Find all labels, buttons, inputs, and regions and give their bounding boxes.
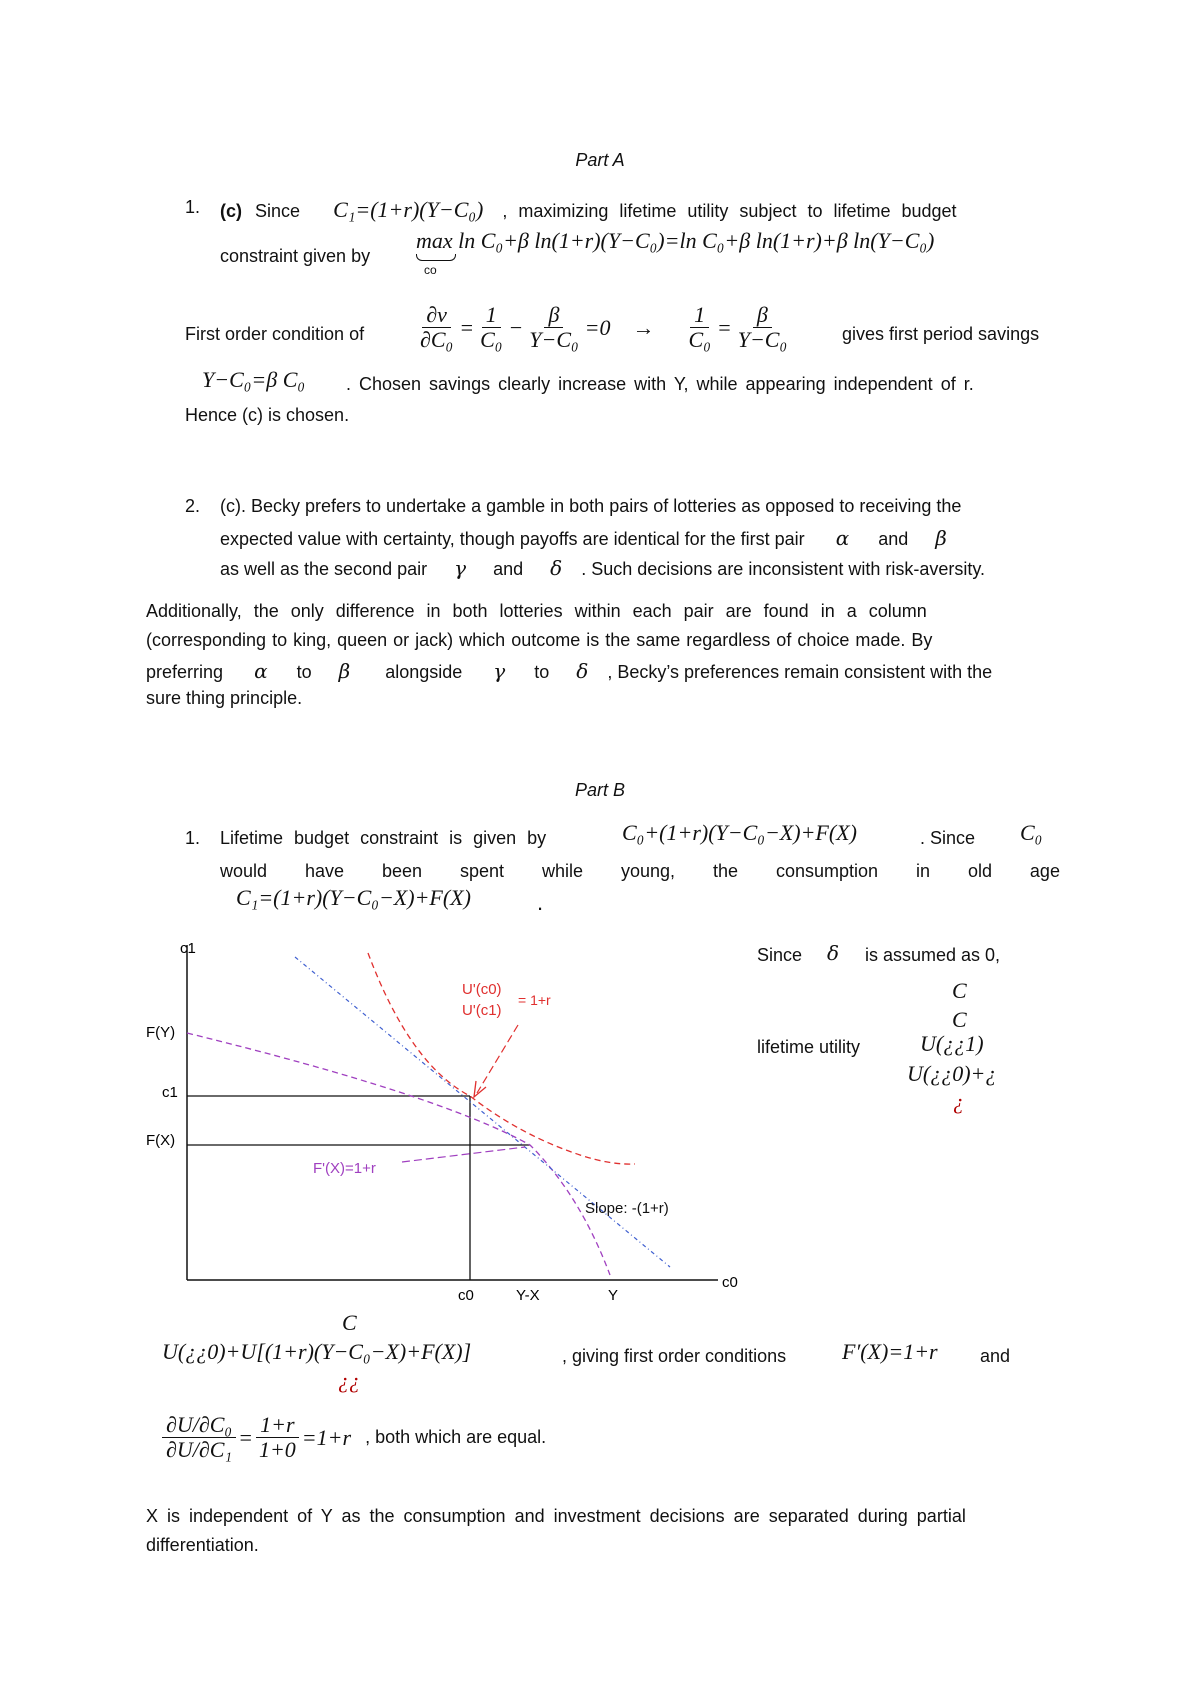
res-f1-num: 1 (690, 303, 709, 328)
res-f2-den: Y−C₀ (737, 327, 788, 352)
side-c-top1: C (952, 978, 967, 1003)
fprime-arrow-line (402, 1147, 525, 1162)
q1-savings-text: . Chosen savings clearly increase with Y, while appearing independent of r. (346, 374, 974, 394)
x-tick-c0: c0 (458, 1287, 474, 1304)
conclusion-line2: differentiation. (146, 1535, 259, 1555)
mrs-numerator: U'(c0) (462, 981, 502, 998)
b-line2-word: have (304, 861, 345, 881)
side-u-line3: ¿ (953, 1089, 964, 1114)
q1-gives-text: gives first period savings (842, 324, 1040, 344)
b-line2 (220, 861, 1060, 882)
q1-line1 (220, 197, 957, 223)
q1-max-equation: max ln C₀+β ln(1+r)(Y−C₀)=ln C₀+β ln(1+r)+β ln(Y−C₀) (416, 228, 935, 253)
q1-foc-equation: $\frac{\partial v}{\text{∂C₀}}$ = $\frac{1}{\text{C₀}}$ − $\frac{\beta}{\text{Y−C₀}}$ =0 → $\frac{1}{\text{C₀}}$ = $\frac{\beta}{\text{Y−C₀}}$ (414, 303, 793, 352)
foc-eq0: =0 (584, 314, 611, 340)
slope-label: Slope: -(1+r) (585, 1200, 669, 1217)
q1-c1-equation: C₁=(1+r)(Y−C₀) (333, 197, 484, 222)
foc-f2-fraction (525, 303, 582, 352)
x-tick-y-minus-x: Y-X (516, 1287, 540, 1304)
b-line2-word: consumption (775, 861, 879, 881)
side-c-top2: C (952, 1007, 967, 1032)
q2-and: and (878, 529, 909, 549)
q2-and-2: and (493, 559, 524, 579)
b-budget-equation: C₀+(1+r)(Y−C₀−X)+F(X) (622, 820, 857, 845)
alpha-symbol: α (835, 526, 850, 550)
util-foc-text: , giving first order conditions (562, 1346, 787, 1366)
b-since: . Since (920, 828, 976, 848)
side-delta: δ (827, 941, 840, 965)
q2-line2 (220, 526, 947, 550)
q2-alongside: alongside (385, 662, 463, 682)
b-line2-word: would (220, 861, 268, 881)
ratio-rden: 1+0 (258, 1437, 296, 1462)
production-frontier-curve (187, 1033, 610, 1275)
ratio-rhs-fraction (255, 1413, 300, 1462)
x-tick-y: Y (608, 1287, 619, 1304)
q2-para2-line3-end: , Becky’s preferences remain consistent with the (607, 662, 993, 682)
q1-max-under: co (424, 263, 437, 277)
part-b-title: Part B (574, 780, 626, 800)
foc-f1-num: 1 (482, 303, 501, 328)
y-tick-fx: F(X) (146, 1132, 176, 1149)
res-f2-num: β (753, 303, 772, 328)
side-u-line1: U(¿¿1) (920, 1031, 984, 1056)
b-line2-word: while (541, 861, 584, 881)
mrs-equals: = 1+r (518, 992, 551, 1008)
b-line2-word: in (915, 861, 930, 881)
q2-para2-line3 (146, 659, 992, 683)
b-q1-line1: Lifetime budget constraint is given by (220, 828, 547, 848)
ratio-rnum: 1+r (256, 1413, 298, 1438)
side-lifetime: lifetime utility (757, 1037, 861, 1057)
ratio-result: =1+r (301, 1424, 352, 1450)
side-u-line2: U(¿¿0)+¿ (907, 1061, 997, 1086)
res-f2-fraction (734, 303, 791, 352)
conclusion-line1: X is independent of Y as the consumption and investment decisions are separated during partial (146, 1506, 966, 1526)
foc-lhs-num: ∂v (422, 303, 451, 328)
q1-after-eq: , maximizing lifetime utility subject to lifetime budget (502, 201, 957, 221)
gamma-symbol: γ (454, 556, 467, 580)
util-under: ¿¿ (338, 1368, 360, 1393)
q2-preferring: preferring (146, 662, 224, 682)
ratio-text: , both which are equal. (365, 1427, 547, 1447)
part-a-title: Part A (575, 150, 625, 170)
util-equation: U(¿¿0)+U[(1+r)(Y−C₀−X)+F(X)] (162, 1339, 472, 1364)
foc-lhs-fraction (416, 303, 457, 352)
q2-line3 (220, 556, 985, 580)
q1-since: Since (255, 201, 301, 221)
delta-symbol: δ (550, 556, 563, 580)
q2-para2-line1: Additionally, the only difference in both lotteries within each pair are found in a column (146, 601, 927, 621)
b-c0: C₀ (1020, 820, 1043, 845)
q1-foc-text: First order condition of (185, 324, 365, 344)
q1-number: 1. (185, 197, 201, 217)
res-f1-den: C₀ (688, 327, 711, 352)
b-line2-word: spent (459, 861, 505, 881)
q2-para2-line2: (corresponding to king, queen or jack) which outcome is the same regardless of choice made. By (146, 630, 933, 650)
q1-max-underbrace (416, 254, 456, 261)
gamma-symbol-2: γ (493, 659, 506, 683)
q1-answer-label: (c) (220, 201, 242, 221)
b-line2-word: old (967, 861, 992, 881)
b-line2-word: the (712, 861, 738, 881)
side-assumed: is assumed as 0, (865, 945, 1001, 965)
q2-line3-text: as well as the second pair (220, 559, 428, 579)
side-since: Since (757, 945, 803, 965)
mrs-denominator: U'(c1) (462, 1002, 502, 1019)
b-line2-word: young, (620, 861, 676, 881)
beta-symbol-2: β (338, 659, 351, 683)
q2-line2-text: expected value with certainty, though payoffs are identical for the first pair (220, 529, 805, 549)
q1-hence-text: Hence (c) is chosen. (185, 405, 350, 425)
q1-savings-eq: Y−C₀=β C₀ (202, 367, 306, 392)
y-axis-label: c1 (180, 940, 196, 957)
mrs-ratio-equation: $\frac{\text{∂U/∂C₀}}{\text{∂U/∂C₁}}$ = $\frac{1+r}{1+0}$ =1+r , both which are equal. (160, 1413, 546, 1462)
q1-constraint-text: constraint given by (220, 246, 371, 266)
y-tick-fy: F(Y) (146, 1024, 176, 1041)
b-c1-equation: C₁=(1+r)(Y−C₀−X)+F(X) (236, 885, 471, 910)
alpha-symbol-2: α (254, 659, 268, 683)
beta-symbol: β (935, 526, 947, 550)
consumption-investment-diagram (140, 935, 750, 1310)
util-and: and (980, 1346, 1011, 1366)
mrs-arrow-line (477, 1025, 518, 1093)
y-tick-c1: c1 (162, 1084, 178, 1101)
util-fprime: F′(X)=1+r (842, 1339, 938, 1364)
foc-f2-num: β (544, 303, 563, 328)
foc-f2-den: Y−C₀ (529, 327, 579, 352)
arrow-icon: → (632, 314, 655, 340)
q2-line3-end: . Such decisions are inconsistent with risk-aversity. (581, 559, 986, 579)
fprime-label: F'(X)=1+r (313, 1160, 376, 1177)
res-f1-fraction (685, 303, 715, 352)
ratio-num: ∂U/∂C₀ (162, 1413, 236, 1438)
util-c-top: C (342, 1310, 357, 1335)
foc-lhs-den: ∂C₀ (420, 327, 454, 352)
b-q1-number: 1. (185, 828, 201, 848)
ratio-lhs-fraction (162, 1413, 236, 1462)
x-axis-label: c0 (722, 1274, 738, 1291)
b-period: . (537, 890, 544, 915)
b-line2-word: age (1029, 861, 1060, 881)
foc-f1-den: C₀ (480, 327, 503, 352)
q2-line1: (c). Becky prefers to undertake a gamble in both pairs of lotteries as opposed to receiving the (220, 496, 962, 516)
foc-f1-fraction (476, 303, 506, 352)
ratio-den: ∂U/∂C₁ (166, 1437, 233, 1462)
q2-to-2: to (534, 662, 550, 682)
delta-symbol-2: δ (576, 659, 589, 683)
q2-number: 2. (185, 496, 201, 516)
b-line2-word: been (381, 861, 423, 881)
q2-to: to (296, 662, 312, 682)
q2-para2-line4: sure thing principle. (146, 688, 303, 708)
